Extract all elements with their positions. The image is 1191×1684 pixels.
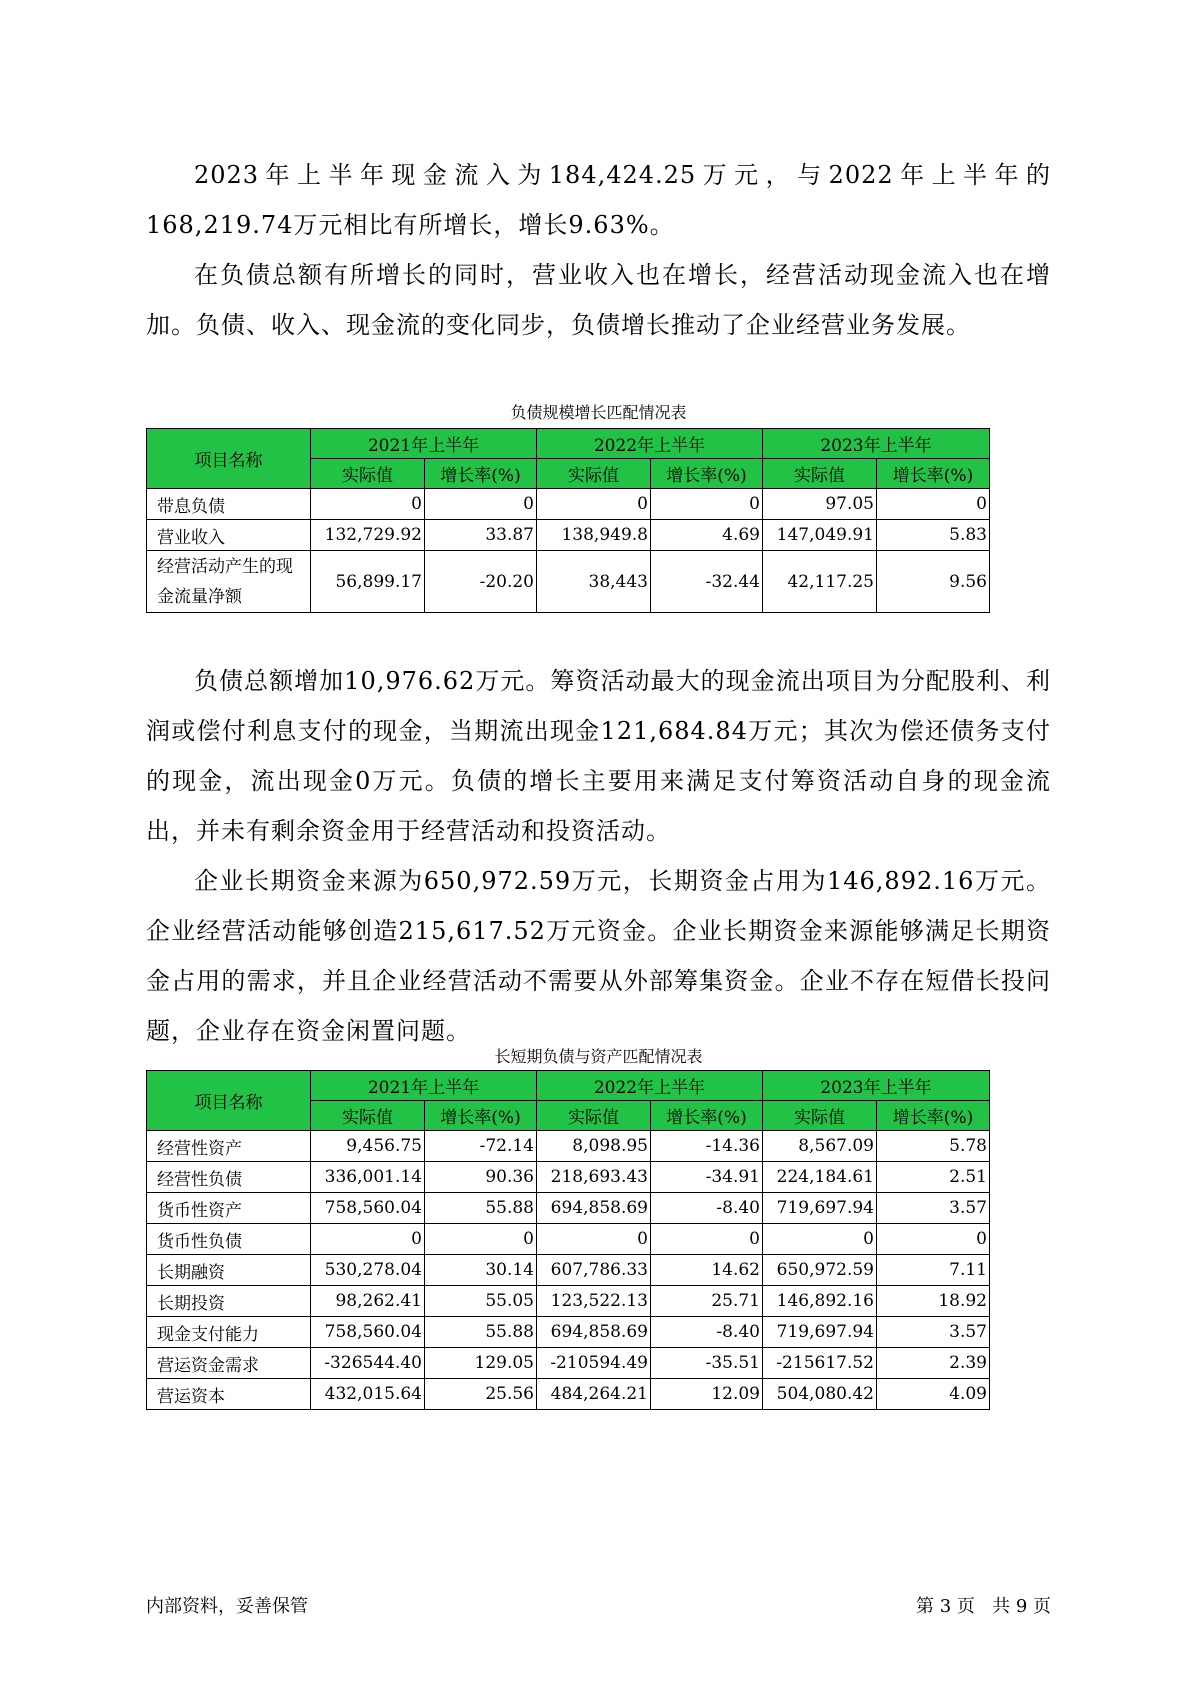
growth-rate-cell: 18.92	[877, 1286, 990, 1317]
row-label: 长期融资	[147, 1255, 311, 1286]
actual-value-cell: 97.05	[763, 489, 877, 520]
growth-rate-cell: -14.36	[651, 1131, 763, 1162]
header-growth: 增长率(%)	[651, 459, 763, 489]
header-growth: 增长率(%)	[651, 1101, 763, 1131]
row-label: 长期投资	[147, 1286, 311, 1317]
paragraph-debt-total: 负债总额增加10,976.62万元。筹资活动最大的现金流出项目为分配股利、利润或偿付利息支付的现金，当期流出现金121,684.84万元；其次为偿还债务支付的现金，流出现金0万元。负债的增长主要用来满足支付筹资活动自身的现金流出，并未有剩余资金用于经营活动和投资活动。	[146, 667, 1051, 845]
growth-rate-cell: 0	[425, 1224, 537, 1255]
growth-rate-cell: -34.91	[651, 1162, 763, 1193]
actual-value-cell: 146,892.16	[763, 1286, 877, 1317]
header-actual: 实际值	[763, 1101, 877, 1131]
paragraph-cash-inflow: 2023年上半年现金流入为184,424.25万元，与2022年上半年的168,219.74万元相比有所增长，增长9.63%。	[146, 161, 1051, 239]
header-actual: 实际值	[763, 459, 877, 489]
table-row	[147, 1348, 990, 1379]
paragraph-long-term-funds: 企业长期资金来源为650,972.59万元，长期资金占用为146,892.16万元。企业经营活动能够创造215,617.52万元资金。企业长期资金来源能够满足长期资金占用的需求，并且企业经营活动不需要从外部筹集资金。企业不存在短借长投问题，企业存在资金闲置问题。	[146, 867, 1051, 1045]
growth-rate-cell: 0	[651, 489, 763, 520]
table-row	[147, 1317, 990, 1348]
growth-rate-cell: 0	[877, 489, 990, 520]
actual-value-cell: 138,949.8	[537, 520, 651, 551]
table-row	[147, 1224, 990, 1255]
row-label: 带息负债	[147, 489, 311, 520]
growth-rate-cell: 55.88	[425, 1317, 537, 1348]
table-row	[147, 1379, 990, 1410]
growth-rate-cell: 90.36	[425, 1162, 537, 1193]
growth-rate-cell: 7.11	[877, 1255, 990, 1286]
growth-rate-cell: 55.05	[425, 1286, 537, 1317]
table-row	[147, 520, 990, 551]
table-row	[147, 489, 990, 520]
actual-value-cell: 432,015.64	[311, 1379, 425, 1410]
actual-value-cell: 0	[537, 1224, 651, 1255]
growth-rate-cell: 5.78	[877, 1131, 990, 1162]
growth-rate-cell: 0	[651, 1224, 763, 1255]
row-label: 营运资本	[147, 1379, 311, 1410]
growth-rate-cell: -8.40	[651, 1317, 763, 1348]
actual-value-cell: 98,262.41	[311, 1286, 425, 1317]
actual-value-cell: -326544.40	[311, 1348, 425, 1379]
header-period: 2022年上半年	[537, 1071, 763, 1101]
growth-rate-cell: -20.20	[425, 551, 537, 613]
actual-value-cell: 224,184.61	[763, 1162, 877, 1193]
paragraph-debt-revenue: 在负债总额有所增长的同时，营业收入也在增长，经营活动现金流入也在增加。负债、收入、现金流的变化同步，负债增长推动了企业经营业务发展。	[146, 261, 1051, 339]
actual-value-cell: 147,049.91	[763, 520, 877, 551]
growth-rate-cell: 25.56	[425, 1379, 537, 1410]
growth-rate-cell: 12.09	[651, 1379, 763, 1410]
header-item-name: 项目名称	[147, 1071, 311, 1131]
actual-value-cell: 694,858.69	[537, 1193, 651, 1224]
actual-value-cell: 56,899.17	[311, 551, 425, 613]
growth-rate-cell: 3.57	[877, 1193, 990, 1224]
header-actual: 实际值	[311, 1101, 425, 1131]
header-period: 2023年上半年	[763, 1071, 990, 1101]
growth-rate-cell: 33.87	[425, 520, 537, 551]
header-actual: 实际值	[311, 459, 425, 489]
actual-value-cell: 504,080.42	[763, 1379, 877, 1410]
actual-value-cell: 38,443	[537, 551, 651, 613]
growth-rate-cell: 9.56	[877, 551, 990, 613]
table-row	[147, 1255, 990, 1286]
table-row	[147, 1193, 990, 1224]
row-label: 营业收入	[147, 520, 311, 551]
footer-confidential: 内部资料，妥善保管	[146, 1596, 308, 1617]
header-actual: 实际值	[537, 1101, 651, 1131]
actual-value-cell: 336,001.14	[311, 1162, 425, 1193]
growth-rate-cell: 2.39	[877, 1348, 990, 1379]
header-period: 2021年上半年	[311, 1071, 537, 1101]
actual-value-cell: 218,693.43	[537, 1162, 651, 1193]
actual-value-cell: -210594.49	[537, 1348, 651, 1379]
row-label: 现金支付能力	[147, 1317, 311, 1348]
growth-rate-cell: 2.51	[877, 1162, 990, 1193]
table1-caption: 负债规模增长匹配情况表	[510, 403, 687, 422]
table2-caption: 长短期负债与资产匹配情况表	[494, 1047, 703, 1066]
actual-value-cell: 530,278.04	[311, 1255, 425, 1286]
actual-value-cell: 719,697.94	[763, 1193, 877, 1224]
debt-asset-match-table	[146, 1070, 990, 1410]
actual-value-cell: 8,098.95	[537, 1131, 651, 1162]
actual-value-cell: 8,567.09	[763, 1131, 877, 1162]
footer-page-number: 第 3 页 共 9 页	[916, 1596, 1051, 1617]
row-label: 货币性资产	[147, 1193, 311, 1224]
actual-value-cell: 0	[311, 489, 425, 520]
growth-rate-cell: -35.51	[651, 1348, 763, 1379]
table-row	[147, 1286, 990, 1317]
growth-rate-cell: 3.57	[877, 1317, 990, 1348]
growth-rate-cell: 0	[425, 489, 537, 520]
actual-value-cell: 0	[537, 489, 651, 520]
row-label: 货币性负债	[147, 1224, 311, 1255]
actual-value-cell: 650,972.59	[763, 1255, 877, 1286]
row-label: 营运资金需求	[147, 1348, 311, 1379]
row-label: 经营性负债	[147, 1162, 311, 1193]
actual-value-cell: 0	[311, 1224, 425, 1255]
actual-value-cell: 42,117.25	[763, 551, 877, 613]
growth-rate-cell: -8.40	[651, 1193, 763, 1224]
table-row	[147, 1162, 990, 1193]
growth-rate-cell: -32.44	[651, 551, 763, 613]
actual-value-cell: 607,786.33	[537, 1255, 651, 1286]
growth-rate-cell: 25.71	[651, 1286, 763, 1317]
debt-growth-table	[146, 428, 990, 613]
header-growth: 增长率(%)	[877, 459, 990, 489]
header-period: 2021年上半年	[311, 429, 537, 459]
header-growth: 增长率(%)	[877, 1101, 990, 1131]
header-period: 2022年上半年	[537, 429, 763, 459]
growth-rate-cell: 14.62	[651, 1255, 763, 1286]
growth-rate-cell: 30.14	[425, 1255, 537, 1286]
growth-rate-cell: 129.05	[425, 1348, 537, 1379]
actual-value-cell: -215617.52	[763, 1348, 877, 1379]
header-growth: 增长率(%)	[425, 1101, 537, 1131]
actual-value-cell: 123,522.13	[537, 1286, 651, 1317]
header-actual: 实际值	[537, 459, 651, 489]
actual-value-cell: 132,729.92	[311, 520, 425, 551]
growth-rate-cell: 4.09	[877, 1379, 990, 1410]
actual-value-cell: 758,560.04	[311, 1317, 425, 1348]
table-row	[147, 1131, 990, 1162]
actual-value-cell: 758,560.04	[311, 1193, 425, 1224]
actual-value-cell: 484,264.21	[537, 1379, 651, 1410]
header-growth: 增长率(%)	[425, 459, 537, 489]
growth-rate-cell: 0	[877, 1224, 990, 1255]
row-label: 经营性资产	[147, 1131, 311, 1162]
actual-value-cell: 694,858.69	[537, 1317, 651, 1348]
header-period: 2023年上半年	[763, 429, 990, 459]
actual-value-cell: 9,456.75	[311, 1131, 425, 1162]
growth-rate-cell: 5.83	[877, 520, 990, 551]
growth-rate-cell: 4.69	[651, 520, 763, 551]
growth-rate-cell: -72.14	[425, 1131, 537, 1162]
actual-value-cell: 0	[763, 1224, 877, 1255]
table-row	[147, 551, 990, 613]
actual-value-cell: 719,697.94	[763, 1317, 877, 1348]
row-label: 经营活动产生的现金流量净额	[147, 551, 311, 613]
growth-rate-cell: 55.88	[425, 1193, 537, 1224]
header-item-name: 项目名称	[147, 429, 311, 489]
